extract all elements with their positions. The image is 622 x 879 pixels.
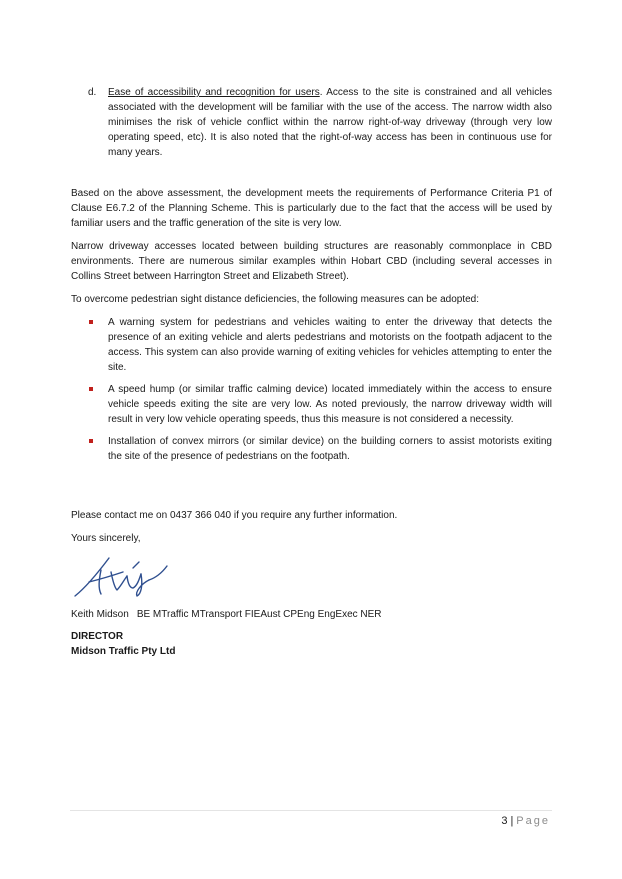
list-item-text (108, 85, 552, 160)
bullet-text: A warning system for pedestrians and vehicles waiting to enter the driveway that detects the presence of an exiting vehicle and alerts pedestrians and motorists on the footpath adjacent to the access. This system can also provide warning of exiting vehicles for vehicles attempting to enter the site. (108, 317, 552, 373)
list-item-body: Access to the site is constrained and all vehicles associated with the development will be familiar with the use of the access. The narrow width also minimises the risk of vehicle conflict within the narrow right-of-way driveway (through very low operating speed, etc). It is also noted that the right-of-way access has been in continuous use for many years. (108, 87, 552, 158)
bullet-text: Installation of convex mirrors (or similar device) on the building corners to assist motorists exiting the site of the presence of pedestrians on the footpath. (108, 436, 552, 462)
page-number: 3 (501, 815, 508, 827)
list-item (88, 382, 552, 427)
paragraph-assessment: Based on the above assessment, the development meets the requirements of Performance Criteria P1 of Clause E6.7.2 of the Planning Scheme. This is particularly due to the fact that the access will be used by familiar users and the traffic generation of the site is very low. (71, 188, 552, 229)
bullet-icon (88, 434, 108, 464)
signature-image (71, 552, 552, 600)
footer-divider (70, 810, 552, 811)
list-item (88, 315, 552, 375)
signatory-line (71, 607, 552, 622)
measures-list (71, 315, 552, 464)
signatory-credentials: BE MTraffic MTransport FIEAust CPEng EngExec NER (136, 609, 382, 620)
footer-separator: | (510, 815, 514, 827)
page-label: Page (516, 815, 550, 827)
page-footer (501, 814, 550, 829)
signature-icon (71, 552, 191, 600)
signatory-name: Keith Midson (71, 609, 129, 620)
letter-body (71, 85, 552, 659)
paragraph-measures-intro: To overcome pedestrian sight distance deficiencies, the following measures can be adopted: (71, 294, 480, 305)
list-item-heading: Ease of accessibility and recognition for users (108, 87, 320, 98)
company-name: Midson Traffic Pty Ltd (71, 646, 176, 657)
contact-line: Please contact me on 0437 366 040 if you require any further information. (71, 510, 398, 521)
paragraph-cbd-examples: Narrow driveway accesses located between building structures are reasonably commonplace in CBD environments. There are numerous similar examples within Hobart CBD (including several accesses in Collins Street between Harrington Street and Elizabeth Street). (71, 241, 552, 282)
list-item-d (88, 85, 552, 160)
closing: Yours sincerely, (71, 533, 141, 544)
list-marker: d. (88, 87, 97, 98)
signatory-title: DIRECTOR (71, 631, 124, 642)
bullet-text: A speed hump (or similar traffic calming device) located immediately within the access to ensure vehicle speeds exiting the site are very low. As noted previously, the narrow driveway width will result in very low vehicle operating speeds, thus this measure is not considered a necessity. (108, 384, 552, 425)
bullet-icon (88, 315, 108, 375)
list-item (88, 434, 552, 464)
list-item-heading-end: . (319, 87, 323, 98)
bullet-icon (88, 382, 108, 427)
